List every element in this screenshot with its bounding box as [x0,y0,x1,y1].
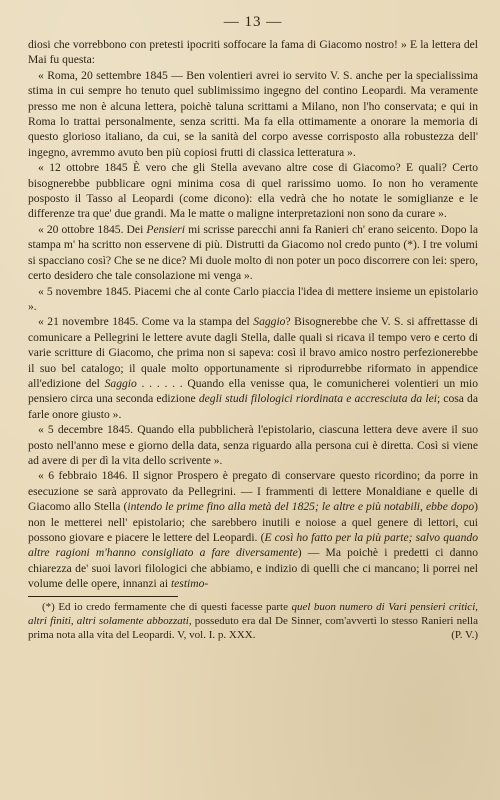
text-run: ) non le metterei nell' epistolario; che sarebbero inutili e noiose a quel genere di lettori, cui possono giovare e piacere le lettere del Leopardi. ( [28,500,478,544]
text-run: « 12 ottobre 1845 È vero che gli Stella avevano altre cose di Giacomo? E quali? Certo bisognerebbe pubblicare ogni minima cosa di quel rarissimo uomo. Io non ho veramente posposto il Tasso al Leopardi (come dicono): ella vedrà che ho notate le somiglianze e le differenze tra que' due grandi. Ma le matte o maligne interpretazioni non sono da curare ». [28,161,478,221]
footnote-text [28,600,478,643]
text-run: , posseduto era dal De Sinner, com'avvertì lo stesso Ranieri nella prima nota alla vita del Leopardi. V, vol. I. p. XXX. [28,614,478,642]
italic-text: Pensieri [146,222,186,236]
body-paragraph [28,468,478,591]
italic-text: E così ho fatto per la più parte; salvo quando altre ragioni m'hanno consigliato a fare diversamente [28,531,478,560]
italic-text: degli studi filologici riordinata e accresciuta da lei [198,392,437,406]
text-run: mi scrisse parecchi anni fa Ranieri ch' erano seicento. Dopo la stampa m' ha scritto non esservene di più. Distrutti da Giacomo nol credo punto (*). I tre volumi si spacciano così? Che se ne dice? Mi duole molto di non poter un poco discorrere con lei: spero, certo desidero che tale consolazione mi venga ». [28,222,478,283]
footnote-signature: (P. V.) [451,629,478,642]
text-run: ? Bisognerebbe che V. S. si affrettasse di comunicare a Pellegrini le lettere avute dagli Stella, dalle quali si ricava il tempo vero e certo di varie scritture di Giacomo, che prima non si sapeva: così il bravo amico nostro perfezionerebbe il suo bel catalogo; il quale molto opportunamente si riprodurrebbe riformato in appendice all'edizione del [28,315,478,390]
page-number: — 13 — [223,14,283,30]
body-paragraph [28,422,478,468]
text-run: « 21 novembre 1845. Come va la stampa del [38,315,254,329]
body-paragraph [28,314,478,422]
italic-text: Saggio [104,376,137,390]
text-run: « 5 decembre 1845. Quando ella pubblicherà l'epistolario, ciascuna lettera deve avere il suo posto nell'anno mese e giorno della data, senza riguardo alla persona cui è diretta. Così si viene ad avere di per dì la vita dello scrivente ». [28,423,478,467]
text-run: . . . . . . Quando ella venisse qua, le comunicherei volentieri un mio pensiero circa una seconda edizione [28,376,478,406]
text-run: « 6 febbraio 1846. Il signor Prospero è pregato di conservare questo ricordino; da porre in esecuzione se sarà approvato da Pellegrini. — I frammenti di lettere Monaldiane e quelle di Giacomo allo Stella ( [28,469,478,514]
text-run: « 20 ottobre 1845. Dei [38,222,147,236]
text-run: (*) Ed io credo fermamente che di questi facesse parte [42,600,292,613]
body-paragraph [28,160,478,222]
text-run: « Roma, 20 settembre 1845 — Ben volentieri avrei io servito V. S. anche per la specialissima stima in cui sempre ho tenuto quel sublimissimo ingegno del contino Leopardi. Ma veramente presso me non è alcuna lettera, poichè taluna scrittami a Milano, non l'ho conservata; e qui in Roma lo trattai personalmente, senza scritti. Ma fa ella ottimamente a onorare la memoria di questo glorioso italiano, da cui, se la sanità del corpo avesse corrisposto alla robustezza dell' ingegno, avremmo avuto ben più copiosi frutti di classica letteratura ». [28,68,478,159]
footnote-divider [28,596,178,597]
footnote [28,600,478,643]
text-run: ; cosa da farle onore giusto ». [28,392,478,421]
italic-text: quel buon numero di Vari pensieri critici, altri finiti, altri solamente abbozzati [28,600,478,627]
body-paragraph [28,284,478,315]
italic-text: testimo- [170,577,209,591]
body-paragraph [28,37,478,68]
body-paragraph [28,68,478,160]
text-run: diosi che vorrebbono con pretesti ipocriti soffocare la fama di Giacomo nostro! » E la lettera del Mai fu questa: [28,38,478,67]
italic-text: intendo le prime fino alla metà del 1825; le altre e più notabili, ebbe dopo [127,500,475,514]
text-run: « 5 novembre 1845. Piacemi che al conte Carlo piaccia l'idea di mettere insieme un epistolario ». [28,284,478,313]
body-paragraph [28,222,478,284]
text-run: ) — Ma poichè i predetti ci danno chiarezza de' suoi lavori filologici che abbiamo, e indizio di quelli che ci mancano; li porrei nel volume delle opere, innanzi ai [28,546,478,591]
italic-text: Saggio [253,315,286,329]
page-body [28,37,478,592]
